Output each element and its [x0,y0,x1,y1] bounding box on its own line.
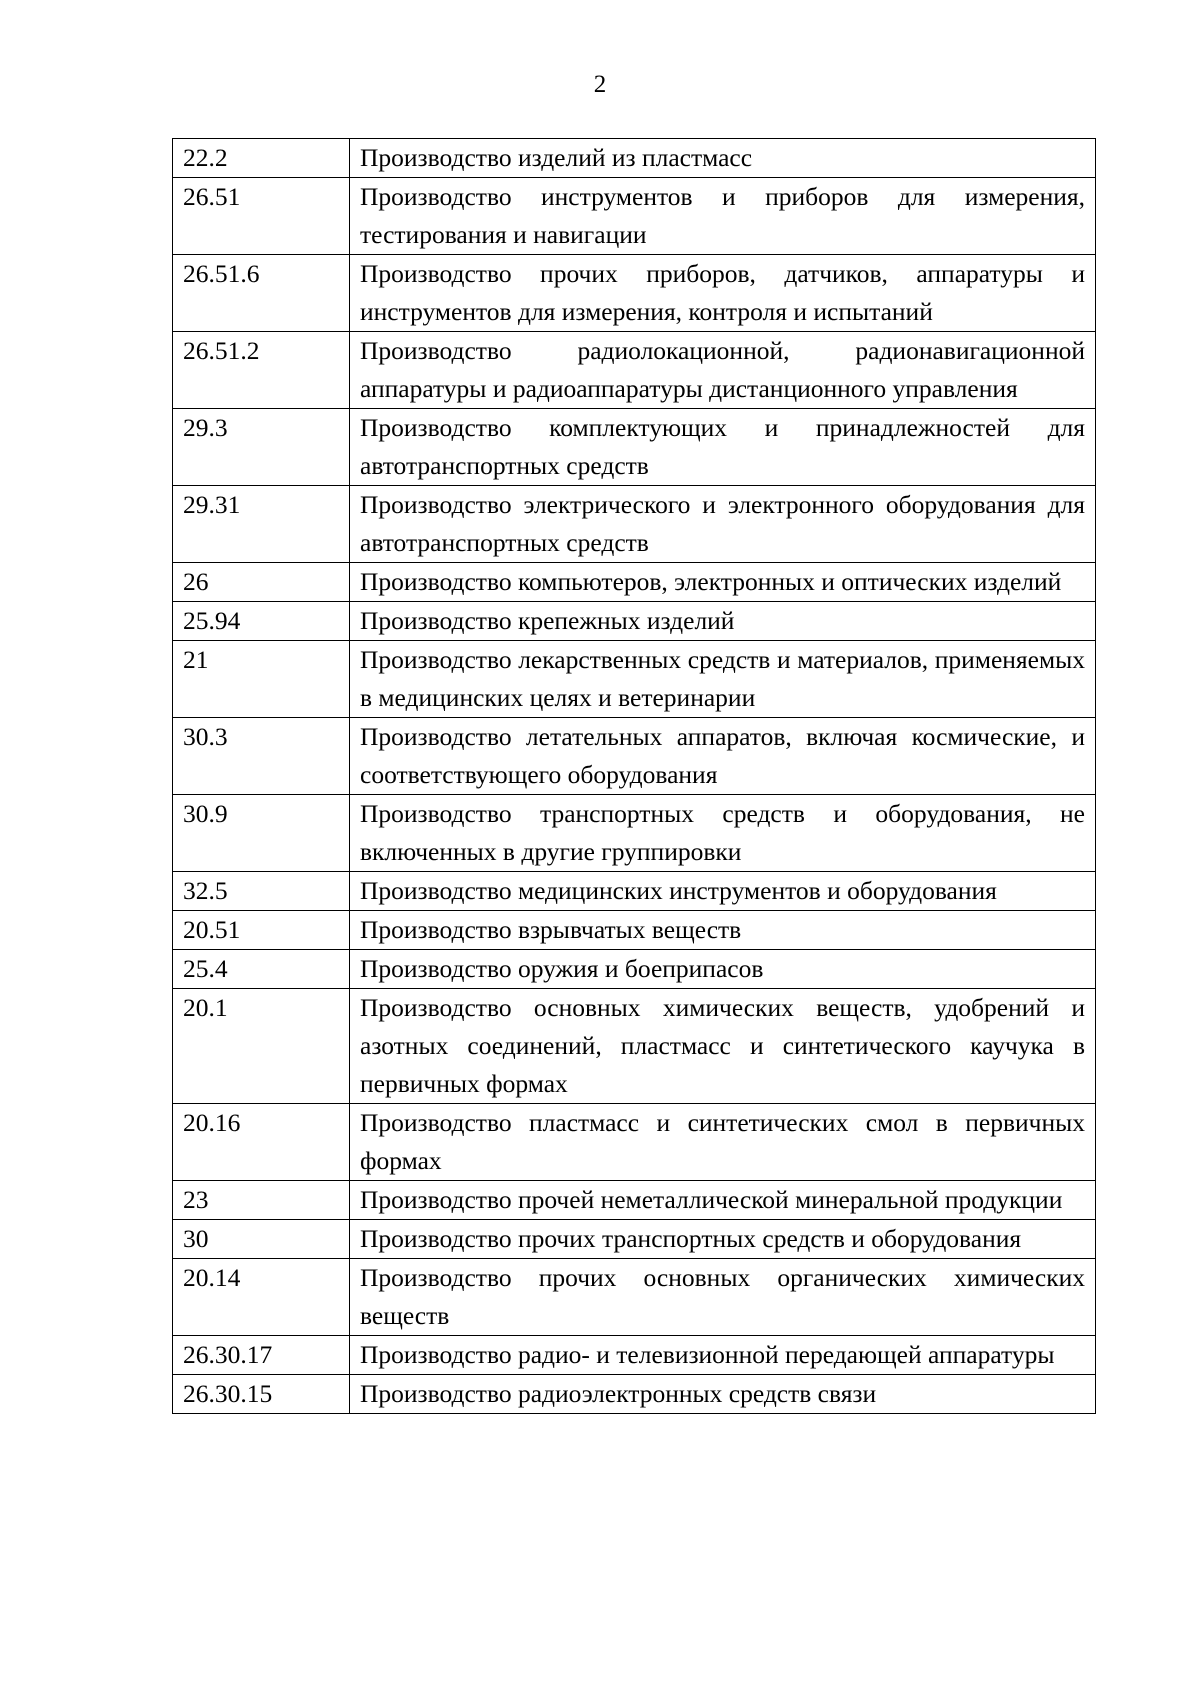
activity-code: 29.31 [173,486,350,563]
activity-name: Производство прочих транспортных средств и оборудования [350,1220,1096,1259]
activity-name: Производство прочей неметаллической минеральной продукции [350,1181,1096,1220]
table-row [173,1259,1096,1336]
activity-name: Производство радиоэлектронных средств связи [350,1375,1096,1414]
table-row [173,1181,1096,1220]
activity-name: Производство лекарственных средств и материалов, применяемых в медицинских целях и ветеринарии [350,641,1096,718]
activity-name: Производство радиолокационной, радионавигационной аппаратуры и радиоаппаратуры дистанционного управления [350,332,1096,409]
activity-code: 25.4 [173,950,350,989]
activity-name: Производство инструментов и приборов для измерения, тестирования и навигации [350,178,1096,255]
activity-code: 23 [173,1181,350,1220]
activity-name: Производство компьютеров, электронных и оптических изделий [350,563,1096,602]
activity-code: 30 [173,1220,350,1259]
table-row [173,1220,1096,1259]
table-row [173,139,1096,178]
table-row [173,989,1096,1104]
activity-name: Производство оружия и боеприпасов [350,950,1096,989]
activity-code: 26.51.2 [173,332,350,409]
activity-code: 22.2 [173,139,350,178]
table-row [173,872,1096,911]
activity-code: 20.16 [173,1104,350,1181]
activity-name: Производство взрывчатых веществ [350,911,1096,950]
table-row [173,718,1096,795]
table-row [173,409,1096,486]
table-row [173,795,1096,872]
activity-name: Производство радио- и телевизионной передающей аппаратуры [350,1336,1096,1375]
activity-name: Производство медицинских инструментов и оборудования [350,872,1096,911]
activity-name: Производство электрического и электронного оборудования для автотранспортных средств [350,486,1096,563]
activity-code: 30.9 [173,795,350,872]
activity-name: Производство летательных аппаратов, включая космические, и соответствующего оборудования [350,718,1096,795]
table-row [173,1375,1096,1414]
table-row [173,1104,1096,1181]
table-row [173,641,1096,718]
okved-table [172,138,1096,1414]
table-row [173,563,1096,602]
table-row [173,486,1096,563]
activity-code: 29.3 [173,409,350,486]
activity-code: 32.5 [173,872,350,911]
activity-code: 20.51 [173,911,350,950]
table-row [173,1336,1096,1375]
table-row [173,332,1096,409]
table-row [173,255,1096,332]
okved-table-body [173,139,1096,1414]
activity-code: 26.30.15 [173,1375,350,1414]
activity-code: 26.51.6 [173,255,350,332]
activity-name: Производство основных химических веществ, удобрений и азотных соединений, пластмасс и синтетического каучука в первичных формах [350,989,1096,1104]
activity-name: Производство прочих основных органических химических веществ [350,1259,1096,1336]
page-number: 2 [593,71,607,98]
table-row [173,178,1096,255]
activity-name: Производство пластмасс и синтетических смол в первичных формах [350,1104,1096,1181]
activity-code: 26.30.17 [173,1336,350,1375]
table-row [173,950,1096,989]
activity-name: Производство прочих приборов, датчиков, аппаратуры и инструментов для измерения, контроля и испытаний [350,255,1096,332]
activity-name: Производство комплектующих и принадлежностей для автотранспортных средств [350,409,1096,486]
table-row [173,602,1096,641]
activity-code: 21 [173,641,350,718]
table-row [173,911,1096,950]
activity-name: Производство транспортных средств и оборудования, не включенных в другие группировки [350,795,1096,872]
activity-code: 25.94 [173,602,350,641]
activity-code: 26 [173,563,350,602]
activity-code: 20.14 [173,1259,350,1336]
activity-code: 30.3 [173,718,350,795]
activity-name: Производство крепежных изделий [350,602,1096,641]
activity-code: 26.51 [173,178,350,255]
activity-name: Производство изделий из пластмасс [350,139,1096,178]
activity-code: 20.1 [173,989,350,1104]
